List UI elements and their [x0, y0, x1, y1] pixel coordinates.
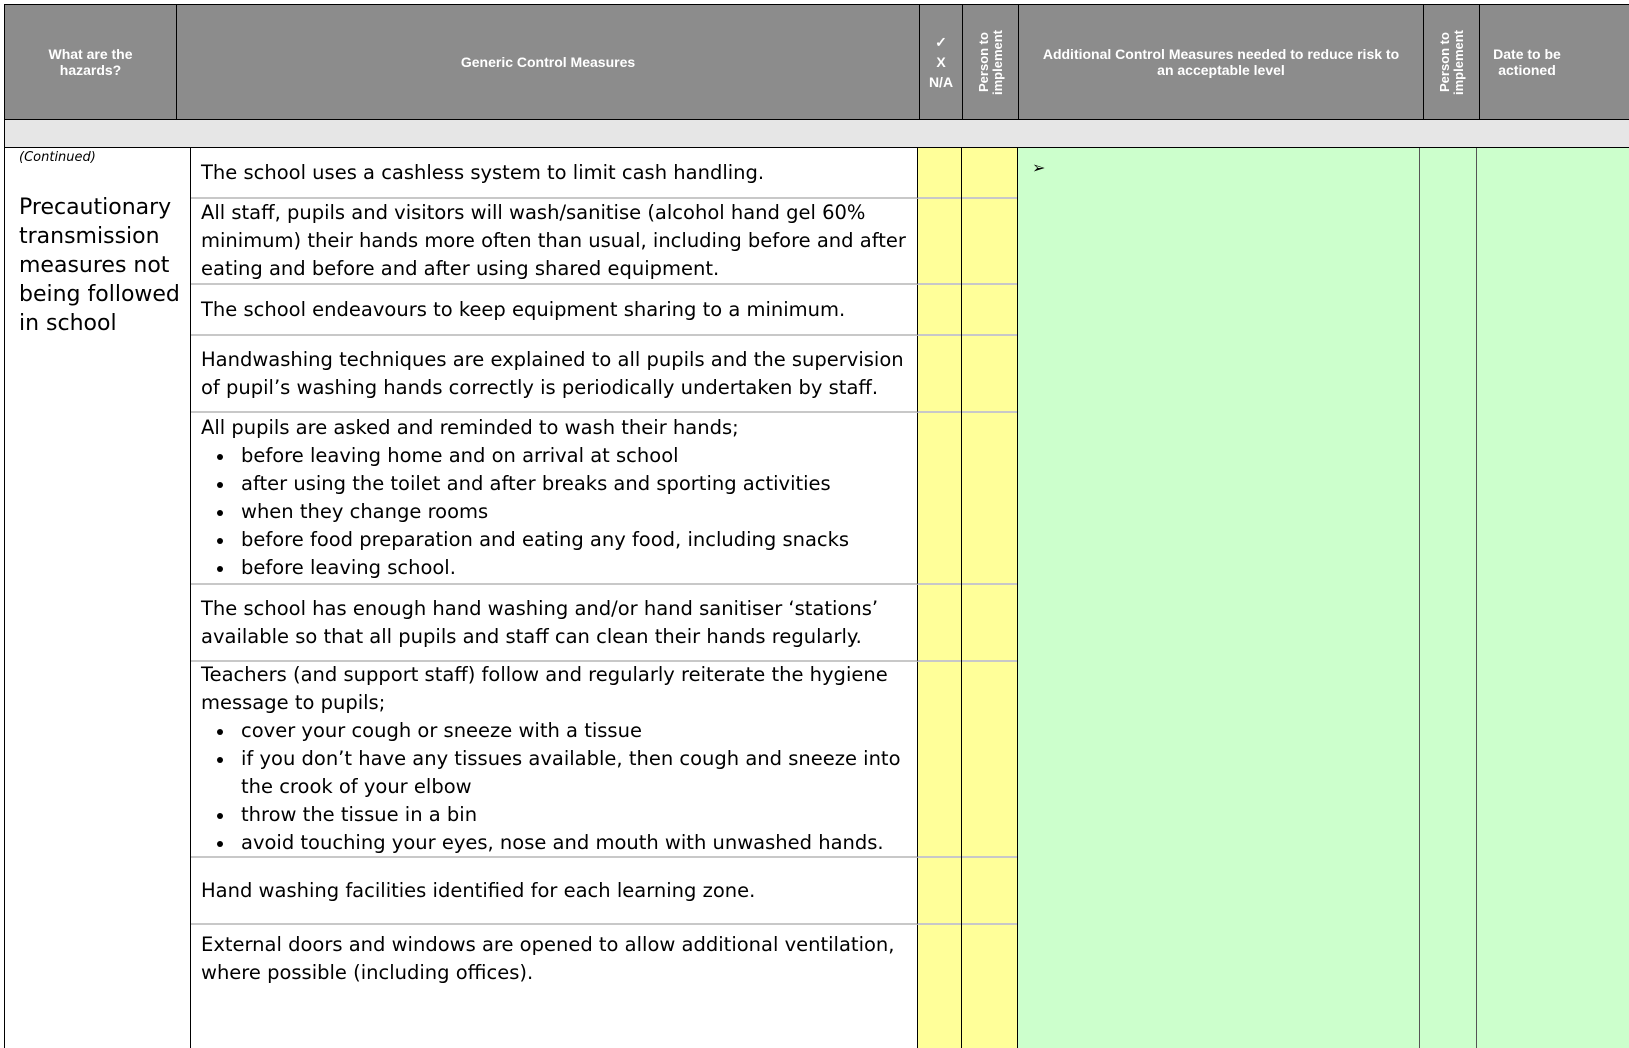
measure-row	[191, 148, 918, 199]
measure-row	[191, 336, 918, 413]
section-spacer	[4, 120, 1629, 148]
header-date-label: Date to be actioned	[1493, 46, 1561, 78]
measure-text: The school endeavours to keep equipment sharing to a minimum.	[201, 297, 846, 321]
list-item: • avoid touching your eyes, nose and mouth with unwashed hands.	[235, 829, 911, 857]
list-item: • after using the toilet and after breaks and sporting activities	[235, 470, 911, 498]
person-2-cell[interactable]	[1420, 148, 1477, 1048]
check-icon: ✓	[935, 34, 947, 50]
measure-row	[191, 285, 918, 336]
measure-row	[191, 858, 918, 925]
hazard-cell	[4, 148, 191, 1048]
header-generic-measures	[177, 5, 920, 119]
measure-row	[191, 413, 918, 585]
arrow-bullet-icon: ➢	[1032, 158, 1046, 177]
measure-text: Handwashing techniques are explained to all pupils and the supervision of pupil’s washing hands correctly is periodically undertaken by staff.	[201, 347, 904, 399]
header-generic-label: Generic Control Measures	[460, 54, 636, 70]
measure-bullet-list	[201, 442, 911, 582]
header-check-na: N/A	[928, 74, 954, 90]
measure-row	[191, 585, 918, 662]
list-item: • if you don’t have any tissues available, then cough and sneeze into the crook of your elbow	[235, 745, 911, 801]
list-item: • cover your cough or sneeze with a tissue	[235, 717, 911, 745]
list-item: • before food preparation and eating any food, including snacks	[235, 526, 911, 554]
measure-row	[191, 925, 918, 1048]
list-item: • when they change rooms	[235, 498, 911, 526]
measure-row	[191, 662, 918, 858]
header-additional-label: Additional Control Measures needed to reduce risk to an acceptable level	[1042, 46, 1400, 78]
header-hazards	[5, 5, 177, 119]
header-person-2-label: Person to implement	[1436, 29, 1466, 95]
header-person-2	[1424, 5, 1480, 119]
measure-text: All staff, pupils and visitors will wash/sanitise (alcohol hand gel 60% minimum) their hands more often than usual, including before and after eating and before and after using shared equipment.	[201, 201, 906, 280]
measure-text: Teachers (and support staff) follow and regularly reiterate the hygiene message to pupils;	[201, 663, 888, 714]
measure-text: Hand washing facilities identified for each learning zone.	[201, 878, 756, 902]
measure-text: The school has enough hand washing and/or hand sanitiser ‘stations’ available so that all pupils and staff can clean their hands regularly.	[201, 596, 879, 648]
measure-row	[191, 199, 918, 285]
measure-text: All pupils are asked and reminded to wash their hands;	[201, 416, 739, 439]
measure-text: External doors and windows are opened to allow additional ventilation, where possible (including offices).	[201, 933, 895, 984]
table-header	[4, 4, 1629, 120]
measure-bullet-list	[201, 717, 911, 857]
list-item: • before leaving home and on arrival at school	[235, 442, 911, 470]
header-check	[920, 5, 963, 119]
header-person-1-label: Person to implement	[975, 29, 1005, 95]
list-item: • before leaving school.	[235, 554, 911, 582]
list-item: • throw the tissue in a bin	[235, 801, 911, 829]
header-date	[1480, 5, 1570, 119]
date-cell[interactable]	[1477, 148, 1629, 1048]
header-hazards-label: What are the hazards?	[48, 46, 133, 78]
header-additional	[1019, 5, 1424, 119]
additional-measures-cell[interactable]	[1018, 148, 1420, 1048]
continued-label: (Continued)	[19, 150, 96, 165]
measure-text: The school uses a cashless system to limit cash handling.	[201, 160, 765, 184]
check-column[interactable]	[918, 148, 962, 1048]
person-column[interactable]	[962, 148, 1018, 1048]
header-person-1	[963, 5, 1019, 119]
hazard-title: Precautionary transmission measures not being followed in school	[19, 195, 180, 336]
header-check-x: X	[936, 54, 946, 70]
